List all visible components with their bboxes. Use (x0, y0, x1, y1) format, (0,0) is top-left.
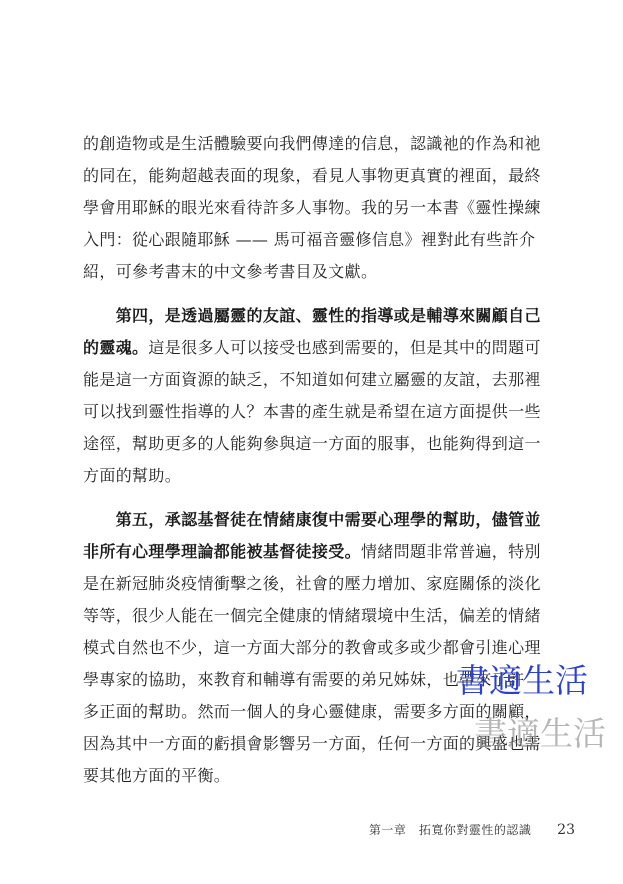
bold-text-segment: 的靈魂。 (83, 338, 149, 357)
text-line (83, 632, 543, 664)
text-segment: 學會用耶穌的眼光來看待許多人事物。我的另一本書《靈性操練 (83, 198, 541, 217)
text-line (83, 364, 543, 396)
text-line (83, 160, 543, 192)
text-line (83, 760, 543, 792)
text-line (83, 504, 543, 536)
text-segment: 多正面的幫助。然而一個人的身心靈健康，需要多方面的關顧， (83, 702, 541, 721)
bold-text-segment: 第五，承認基督徒在情緒康復中需要心理學的幫助，儘管並 (83, 510, 541, 529)
text-line (83, 428, 543, 460)
text-segment: 學專家的協助，來教育和輔導有需要的弟兄姊妹，也帶來了許 (83, 670, 525, 689)
text-segment: 入門：從心跟隨耶穌 —— 馬可福音靈修信息》裡對此有些許介 (83, 230, 536, 249)
text-segment: 是在新冠肺炎疫情衝擊之後，社會的壓力增加、家庭關係的淡化 (83, 574, 541, 593)
page-number: 23 (557, 822, 575, 838)
paragraph-2 (83, 300, 543, 492)
text-segment: 能是這一方面資源的缺乏，不知道如何建立屬靈的友誼，去那裡 (83, 370, 541, 389)
text-line (83, 396, 543, 428)
bold-text-segment: 非所有心理學理論都能被基督徒接受。 (83, 542, 361, 561)
text-segment: 這是很多人可以接受也感到需要的，但是其中的問題可 (148, 338, 541, 357)
page-footer (369, 818, 575, 842)
chapter-title: 第一章 拓寬你對靈性的認識 (368, 823, 532, 837)
text-segment: 方面的幫助。 (83, 466, 182, 485)
text-segment: 途徑，幫助更多的人能夠參與這一方面的服事，也能夠得到這一 (83, 434, 541, 453)
text-line (83, 224, 543, 256)
paragraph-1 (83, 128, 543, 288)
text-segment: 模式自然也不少，這一方面大部分的教會或多或少都會引進心理 (83, 638, 541, 657)
watermark-blue: 書適生活 (456, 661, 588, 700)
text-line (83, 300, 543, 332)
text-segment: 情緒問題非常普遍，特別 (360, 542, 541, 561)
text-segment: 可以找到靈性指導的人？本書的產生就是希望在這方面提供一些 (83, 402, 541, 421)
text-line (83, 192, 543, 224)
text-segment: 的創造物或是生活體驗要向我們傳達的信息，認識祂的作為和祂 (83, 134, 541, 153)
bold-text-segment: 第四，是透過屬靈的友誼、靈性的指導或是輔導來關顧自己 (83, 306, 541, 325)
text-line (83, 460, 543, 492)
text-line (83, 332, 543, 364)
text-line (83, 536, 543, 568)
text-line (83, 256, 543, 288)
text-line (83, 568, 543, 600)
text-segment: 紹，可參考書末的中文參考書目及文獻。 (83, 262, 378, 281)
text-segment: 的同在，能夠超越表面的現象，看見人事物更真實的裡面，最終 (83, 166, 541, 185)
text-segment: 因為其中一方面的虧損會影響另一方面，任何一方面的興盛也需 (83, 734, 541, 753)
text-line (83, 600, 543, 632)
text-line (83, 128, 543, 160)
text-segment: 等等，很少人能在一個完全健康的情緒環境中生活，偏差的情緒 (83, 606, 541, 625)
watermark-gray: 書適生活 (474, 714, 606, 753)
text-segment: 要其他方面的平衡。 (83, 766, 231, 785)
